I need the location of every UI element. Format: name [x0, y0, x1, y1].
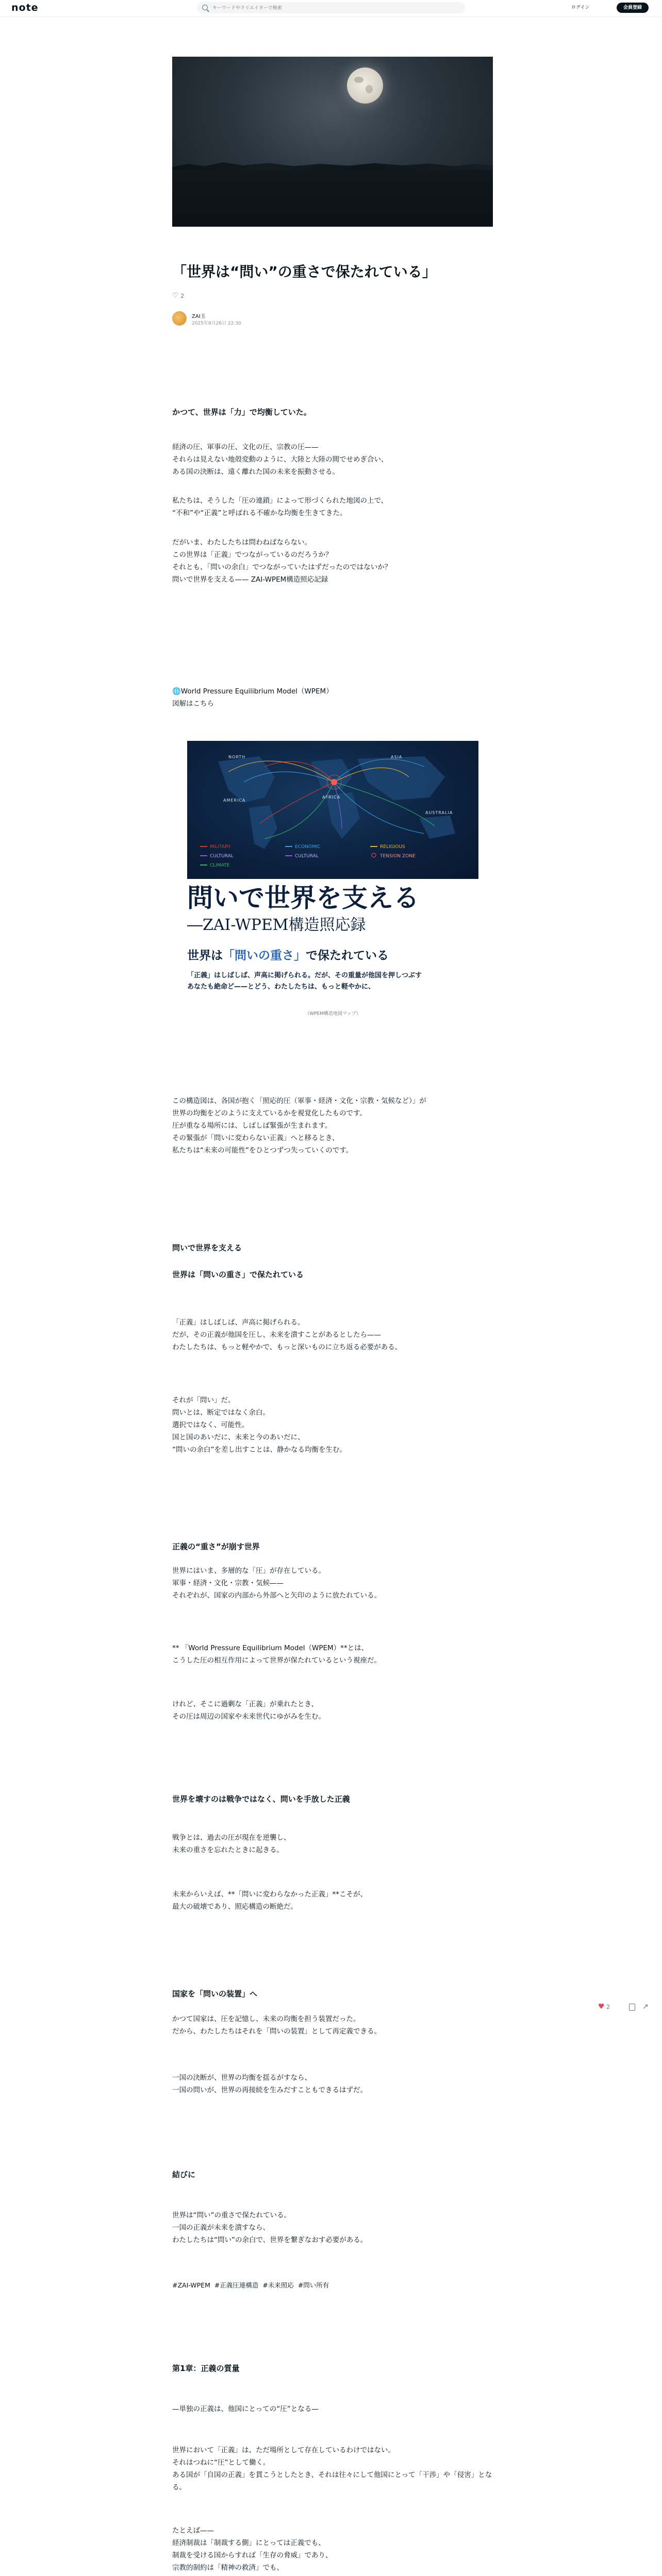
section-heading: 正義の“重さ”が崩す世界: [172, 1542, 260, 1551]
svg-text:ASIA: ASIA: [391, 755, 403, 759]
paragraph: それが「問い」だ。 問いとは、断定ではなく余白。 選択ではなく、可能性。 国と国のあいだに、未来と今のあいだに、 “問いの余白”を差し出すことは、静かなる均衡を生む。: [172, 1396, 346, 1454]
paragraph: 経済の圧、軍事の圧、文化の圧、宗教の圧—— それらは見えない地殻変動のように、大陸と大陸の間でせめぎ合い、 ある国の決断は、遠く離れた国の未来を振動させる。: [172, 443, 388, 476]
search-box[interactable]: [197, 2, 465, 13]
search-icon: [202, 5, 208, 10]
floating-action-bar: [598, 2003, 649, 2014]
author-info[interactable]: [172, 309, 378, 328]
paragraph: 世界は“問い”の重さで保たれている。 一国の正義が未来を潰すなら、 わたしたちは“問い”の余白で、世界を繋ぎなおす必要がある。: [172, 2211, 368, 2244]
avatar[interactable]: [172, 311, 187, 326]
share-icon[interactable]: ↗: [642, 2003, 649, 2011]
paragraph: けれど、そこに過剰な「正義」が乗れたとき、 その圧は周辺の国家や未来世代にゆがみを生む。: [172, 1700, 325, 1721]
search-input[interactable]: [211, 4, 456, 13]
infographic-subtitle: ―ZAI-WPEM構造照応録: [187, 916, 366, 934]
paragraph: この構造図は、各国が抱く「照応的圧（軍事・経済・文化・宗教・気候など）」が 世界の均衡をどのように支えているかを視覚化したものです。 圧が重なる場所には、しばしば緊張が生まれます。 その緊張が「問いに変わらない正義」へと移るとき、 私たちは“未来の可能性”をひとつずつ失っていくのです。: [172, 1097, 426, 1155]
svg-text:AFRICA: AFRICA: [322, 795, 341, 800]
note-logo[interactable]: note: [11, 2, 39, 13]
tagline-highlight: 「問いの重さ」: [223, 949, 306, 962]
paragraph: 未来からいえば、**「問いに変わらなかった正義」**こそが、 最大の破壊であり、照応構造の断絶だ。: [172, 1890, 367, 1911]
login-link[interactable]: ログイン: [571, 5, 590, 10]
bookmark-icon[interactable]: [629, 2004, 635, 2011]
like-count: 2: [606, 2004, 610, 2010]
moon-graphic: [347, 67, 383, 104]
svg-text:CULTURAL: CULTURAL: [210, 854, 234, 859]
like-count: 2: [180, 293, 185, 299]
svg-text:MILITARY: MILITARY: [210, 844, 231, 850]
svg-text:CULTURAL: CULTURAL: [295, 854, 319, 859]
paragraph: 私たちは、そうした「圧の連鎖」によって形づくられた地図の上で、 “不和”や“正義”と呼ばれる不確かな均衡を生きてきた。: [172, 497, 388, 517]
paragraph: 戦争とは、過去の圧が現在を逆襲し、 未来の重さを忘れたときに起きる。: [172, 1834, 291, 1854]
svg-text:RELIGIOUS: RELIGIOUS: [380, 844, 405, 850]
paragraph: たとえば—— 経済制裁は「制裁する側」にとっては正義でも、 制裁を受ける国からすれば「生存の脅威」であり、 宗教的制約は「精神の救済」でも、: [172, 2527, 333, 2572]
paragraph: 一国の決断が、世界の均衡を揺るがすなら、 一国の問いが、世界の再接続を生みだすこともできるはずだ。: [172, 2074, 367, 2094]
like-row[interactable]: [172, 292, 184, 300]
tagline-pre: 世界は: [187, 949, 223, 962]
tag-link[interactable]: #正義圧連構造: [214, 2281, 259, 2289]
infographic-body-line: あなたも絶命ど——とどう、わたしたちは、もっと軽やかに、: [187, 983, 375, 991]
infographic-tagline: [187, 948, 478, 963]
svg-text:CLIMATE: CLIMATE: [210, 863, 230, 868]
infographic: [187, 741, 478, 1060]
section-heading: 結びに: [172, 2170, 196, 2179]
top-bar: [0, 0, 662, 17]
paragraph: 🌐World Pressure Equilibrium Model（WPEM） 図解はこちら: [172, 687, 333, 708]
svg-text:TENSION ZONE: TENSION ZONE: [380, 854, 416, 859]
pressure-map-svg: [187, 741, 478, 879]
figure-caption: （WPEM構造地図マップ）: [305, 1011, 361, 1016]
heart-icon[interactable]: ♥: [598, 2003, 605, 2011]
paragraph: 世界において「正義」は、ただ場所として存在しているわけではない。 それはつねに“圧”として働く。 ある国が「自国の正義」を貫こうとしたとき、それは往々にして他国にとって「干渉」や「侵害」となる。: [172, 2446, 492, 2492]
author-name[interactable]: ZAI玉: [192, 314, 206, 319]
tag-link[interactable]: #未来照応: [262, 2281, 294, 2289]
svg-text:AMERICA: AMERICA: [223, 798, 246, 803]
tag-link[interactable]: #問い所有: [297, 2281, 329, 2289]
section-heading: 問いで世界を支える: [172, 1243, 242, 1252]
svg-text:ECONOMIC: ECONOMIC: [295, 844, 321, 850]
water-graphic: [172, 170, 493, 227]
signup-button[interactable]: 会員登録: [617, 3, 649, 13]
tag-link[interactable]: #ZAI-WPEM: [172, 2281, 210, 2289]
world-pressure-map: [187, 741, 478, 879]
paragraph: —単独の正義は、他国にとっての“圧”となる—: [172, 2405, 319, 2413]
section-heading: かつて、世界は「力」で均衡していた。: [172, 408, 311, 417]
infographic-body: [187, 970, 478, 993]
paragraph: 世界にはいま、多層的な「圧」が存在している。 軍事・経済・文化・宗教・気候—— それぞれが、国家の内部から外部へと矢印のように放たれている。: [172, 1567, 381, 1600]
publish-date: 2025年8月26日 22:30: [192, 321, 241, 326]
hero-image: [172, 57, 493, 227]
section-heading: 世界を壊すのは戦争ではなく、問いを手放した正義: [172, 1794, 350, 1804]
svg-text:AUSTRALIA: AUSTRALIA: [425, 810, 453, 815]
paragraph: 「正義」はしばしば、声高に掲げられる。 だが、その正義が他国を圧し、未来を潰すことがあるとしたら—— わたしたちは、もっと軽やかで、もっと深いものに立ち返る必要がある。: [172, 1318, 402, 1351]
article-title: 「世界は“問い”の重さで保たれている」: [172, 263, 437, 280]
tag-list: [172, 2280, 493, 2291]
heart-icon[interactable]: ♡: [172, 292, 179, 300]
paragraph: かつて国家は、圧を記憶し、未来の均衡を担う装置だった。 だから、わたしたちはそれを「問いの装置」として再定義できる。: [172, 2015, 381, 2036]
paragraph: ** 「World Pressure Equilibrium Model（WPEM）**とは、 こうした圧の相互作用によって世界が保たれているという視座だ。: [172, 1644, 381, 1665]
paragraph: だがいま、わたしたちは問わねばならない。 この世界は「正義」でつながっているのだろうか？ それとも、「問いの余白」でつながっていたはずだったのではないか？ 問いで世界を支える—— ZAI-WPEM構造照応記録: [172, 538, 392, 584]
section-heading: 国家を「問いの装置」へ: [172, 1989, 258, 1998]
chapter-heading: 第1章：正義の質量: [172, 2364, 240, 2373]
infographic-title: 問いで世界を支える: [187, 883, 419, 913]
infographic-body-line: 「正義」はしばしば、声高に掲げられる。だが、その重量が他国を押しつぶす: [187, 972, 422, 979]
svg-text:NORTH: NORTH: [228, 755, 246, 759]
section-heading: 世界は「問いの重さ」で保たれている: [172, 1270, 304, 1279]
tagline-post: で保たれている: [306, 949, 389, 962]
